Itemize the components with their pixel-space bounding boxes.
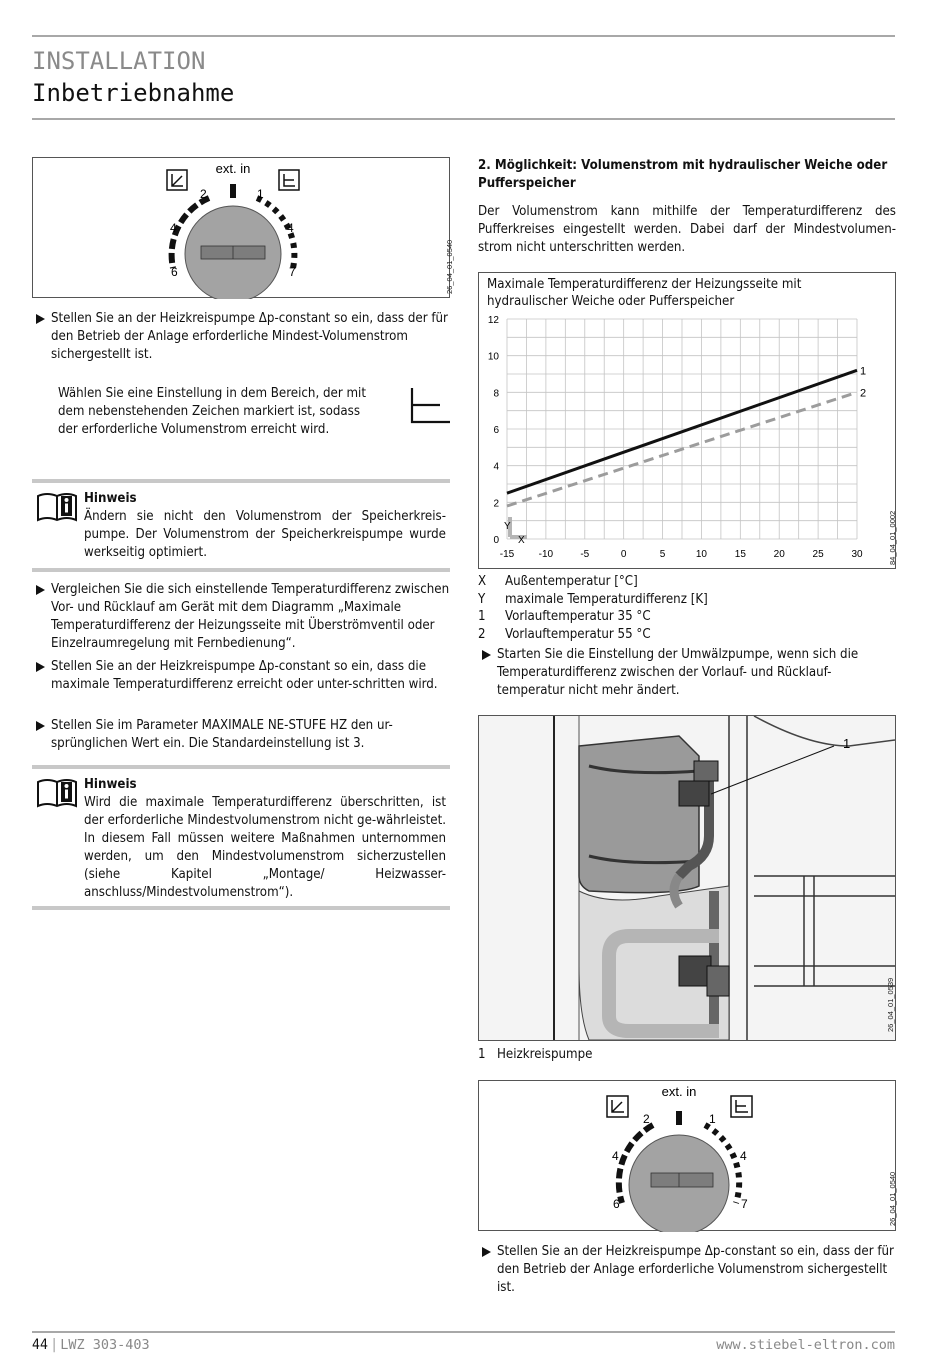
y-tick-label: 0 bbox=[493, 535, 499, 546]
y-tick-label: 10 bbox=[487, 351, 499, 363]
instruction-step: Starten Sie die Einstellung der Umwälzpumpe, wenn sich die Temperaturdifferenz zwischen der Vorlauf- und Rücklauf-temperatur nicht mehr ändert. bbox=[478, 646, 896, 700]
temperature-chart bbox=[479, 273, 897, 570]
note-top-bar bbox=[32, 479, 450, 483]
dial-number: 7 bbox=[289, 265, 296, 279]
note-text: Wird die maximale Temperaturdifferenz überschritten, ist der erforderliche Mindestvolumenstrom nicht ge-währleistet. In diesem Fall müssen weitere Maßnahmen unternommen werden, um den Mindestvolumenstrom sicherzustellen (siehe Kapitel „Montage/ Heizwasser-anschluss/Mindestvolumenstrom“). bbox=[84, 795, 446, 900]
instruction-step: Stellen Sie an der Heizkreispumpe Δp-constant so ein, dass die maximale Temperaturdifferenz erreicht oder unter-schritten wird. bbox=[32, 658, 450, 694]
dial-number: 6 bbox=[613, 1197, 620, 1211]
dial-number: 2 bbox=[200, 187, 207, 201]
dial-number: 2 bbox=[643, 1112, 650, 1126]
chart-title: Maximale Temperaturdifferenz der Heizungsseite mit hydraulischer Weiche oder Pufferspeicher bbox=[487, 277, 802, 309]
note-top-bar bbox=[32, 765, 450, 769]
footer-rule bbox=[32, 1331, 895, 1333]
y-tick-label: 4 bbox=[493, 461, 499, 473]
constant-pressure-symbol-icon bbox=[410, 386, 452, 426]
axis-corner bbox=[510, 517, 527, 537]
dial-figure bbox=[32, 157, 454, 298]
dial-number: 1 bbox=[257, 187, 264, 201]
x-tick-label: -10 bbox=[538, 549, 554, 560]
footer-left: 44 | LWZ 303-403 bbox=[32, 1337, 150, 1353]
x-tick-label: -5 bbox=[580, 549, 590, 560]
figure-code: 26_04_01_0540 bbox=[445, 239, 454, 294]
dial-number: 1 bbox=[709, 1112, 716, 1126]
footer-url[interactable]: www.stiebel-eltron.com bbox=[716, 1337, 895, 1353]
note-bottom-bar bbox=[32, 906, 450, 910]
series-label: 2 bbox=[860, 387, 867, 400]
selection-text: Wählen Sie eine Einstellung in dem Bereich, der mit dem nebenstehenden Zeichen markiert ist, sodass der erforderliche Volumenstrom erreicht wird. bbox=[58, 386, 366, 437]
dial-figure bbox=[478, 1080, 896, 1231]
y-tick-label: 12 bbox=[487, 315, 499, 326]
pump-dial-illustration bbox=[479, 1081, 897, 1232]
y-tick-label: 2 bbox=[493, 498, 499, 510]
legend-item: 2 Vorlauftemperatur 55 °C bbox=[478, 627, 651, 642]
x-tick-label: -15 bbox=[499, 549, 515, 560]
note-title: Hinweis bbox=[84, 491, 137, 506]
header-rule bbox=[32, 118, 895, 120]
dial-marker-top bbox=[676, 1111, 682, 1125]
chart-figure bbox=[478, 272, 896, 569]
x-tick-label: 5 bbox=[659, 549, 666, 560]
dial-number: 6 bbox=[171, 265, 178, 279]
legend-item: X Außentemperatur [°C] bbox=[478, 574, 638, 589]
legend-item: Y maximale Temperaturdifferenz [K] bbox=[478, 592, 708, 607]
instruction-step: Stellen Sie im Parameter MAXIMALE NE-STUFE HZ den ur-sprünglichen Wert ein. Die Standardeinstellung ist 3. bbox=[32, 717, 450, 753]
pump-photo-figure bbox=[478, 715, 896, 1041]
y-axis-label: Y bbox=[504, 521, 511, 532]
top-rule bbox=[32, 35, 895, 37]
figure-code: 26_04_01_0540 bbox=[888, 1171, 897, 1226]
dial-marker-top bbox=[230, 184, 236, 198]
section-label: INSTALLATION bbox=[32, 47, 206, 75]
instruction-step: Stellen Sie an der Heizkreispumpe Δp-constant so ein, dass der für den Betrieb der Anlage erforderliche Volumenstrom sichergestellt ist. bbox=[478, 1243, 896, 1297]
dial-number: 4 bbox=[612, 1149, 619, 1163]
dial-number: 7 bbox=[741, 1197, 748, 1211]
x-tick-label: 25 bbox=[812, 549, 824, 560]
x-tick-label: 15 bbox=[734, 549, 746, 560]
dial-ext-label: ext. in bbox=[215, 161, 251, 176]
section-heading: 2. Möglichkeit: Volumenstrom mit hydraulischer Weiche oder Pufferspeicher bbox=[478, 158, 888, 191]
page-number: 44 bbox=[32, 1337, 49, 1353]
dial-number: 4 bbox=[287, 221, 294, 235]
dial-number: 4 bbox=[170, 221, 177, 235]
info-book-icon bbox=[36, 490, 78, 524]
y-tick-label: 8 bbox=[493, 388, 499, 400]
photo-callout-number: 1 bbox=[843, 736, 851, 751]
dial-ext-label: ext. in bbox=[661, 1084, 697, 1099]
x-tick-label: 10 bbox=[695, 549, 708, 560]
x-axis-label: X bbox=[518, 535, 525, 546]
note-text: Ändern sie nicht den Volumenstrom der Speicherkreis-pumpe. Der Volumenstrom der Speicherkreispumpe wurde werkseitig optimiert. bbox=[84, 509, 446, 560]
x-tick-label: 20 bbox=[773, 549, 785, 560]
series-label: 1 bbox=[860, 365, 867, 378]
intro-text: Der Volumenstrom kann mithilfe der Temperaturdifferenz des Pufferkreises eingestellt werden. Dabei darf der Mindestvolumen-strom nicht unterschritten werden. bbox=[478, 204, 896, 255]
page-title: Inbetriebnahme bbox=[32, 79, 235, 107]
instruction-step: Vergleichen Sie die sich einstellende Temperaturdifferenz zwischen Vor- und Rücklauf am Gerät mit dem Diagramm „Maximale Temperaturdifferenz der Heizungsseite mit Überströmventil oder Einzelraumregelung mit Fernbedienung“. bbox=[32, 581, 450, 653]
document-code: LWZ 303-403 bbox=[60, 1337, 150, 1353]
legend-item: 1 Vorlauftemperatur 35 °C bbox=[478, 609, 651, 624]
note-title: Hinweis bbox=[84, 777, 137, 792]
heating-pump-photo bbox=[479, 716, 895, 1040]
photo-code: 26_04_01_0539 bbox=[886, 977, 895, 1032]
instruction-step: Stellen Sie an der Heizkreispumpe Δp-constant so ein, dass der für den Betrieb der Anlage erforderliche Mindest-Volumenstrom sichergestellt ist. bbox=[32, 310, 450, 364]
chart-code: 84_04_01_0002 bbox=[888, 510, 897, 565]
pump-dial-illustration bbox=[33, 158, 451, 299]
dial-number: 4 bbox=[740, 1149, 747, 1163]
photo-caption: 1 Heizkreispumpe bbox=[478, 1047, 593, 1062]
info-book-icon bbox=[36, 776, 78, 810]
x-tick-label: 30 bbox=[851, 549, 863, 560]
x-tick-label: 0 bbox=[620, 549, 627, 560]
y-tick-label: 6 bbox=[493, 425, 499, 436]
note-bottom-bar bbox=[32, 568, 450, 572]
